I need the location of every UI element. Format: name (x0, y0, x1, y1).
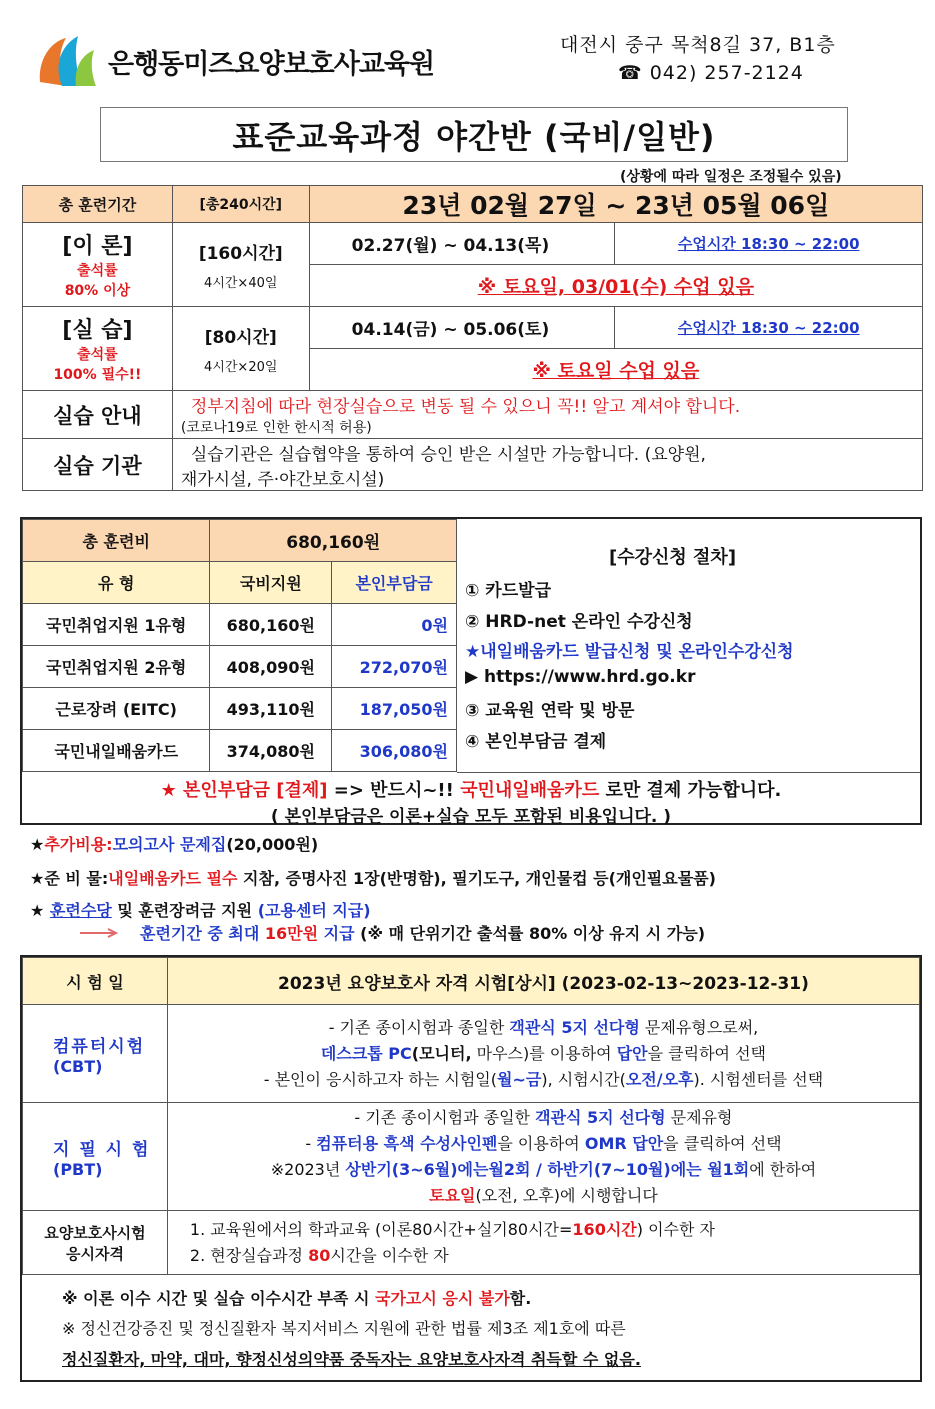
qualification-label-cell (23, 1211, 168, 1275)
fee-gov: 680,160원 (210, 604, 332, 646)
exam-date-value: 2023년 요양보호사 자격 시험[상시] (2023-02-13~2023-12-31) (167, 958, 919, 1005)
qualification-description (167, 1211, 919, 1275)
allowance-source: (고용센터 지급) (257, 901, 371, 920)
qualification-label-2: 응시자격 (65, 1244, 124, 1263)
allowance-term: 훈련수당 (49, 901, 112, 920)
fee-type: 근로장려 (EITC) (23, 688, 210, 730)
supplies-card: 내일배움카드 필수 (108, 869, 238, 888)
institution-text-2: 재가시설, 주·야간보호시설) (180, 469, 385, 490)
guide-text: 정부지침에 따라 현장실습으로 변동 될 수 있으니 꼭!! 알고 계셔야 합니다. (190, 397, 741, 417)
cbt-label: 컴퓨터시험 (53, 1036, 146, 1057)
theory-hours-cell (172, 223, 309, 307)
pbt-sub: (PBT) (53, 1159, 103, 1179)
allowance-detail-line (140, 921, 705, 944)
allowance-detail-c: 지급 (318, 924, 355, 943)
pbt-label-cell (23, 1103, 168, 1211)
practice-dates: 04.14(금) ~ 05.06(토) (309, 307, 615, 349)
theory-notice: ※ 토요일, 03/01(수) 수업 있음 (309, 265, 922, 307)
payment-line-2: ( 본인부담금은 이론+실습 모두 포함된 비용입니다. ) (270, 807, 672, 827)
pbt-line-2: - 컴퓨터용 흑색 수성사인펜을 이용하여 OMR 답안을 클릭하여 선택 (305, 1133, 782, 1153)
exam-date-label: 시 험 일 (23, 958, 168, 1005)
fees-total-label: 총 훈련비 (23, 520, 210, 562)
star-bullet: ★ (30, 901, 50, 920)
fees-table (22, 519, 457, 772)
procedure-panel (457, 519, 920, 773)
cbt-line-2: 데스크톱 PC(모니터, 마우스)를 이용하여 답안을 클릭하여 선택 (320, 1043, 766, 1063)
phone-number: ☎ 042) 257-2124 (618, 62, 804, 84)
qualification-label-1: 요양보호사시험 (44, 1223, 146, 1242)
institution-label: 실습 기관 (23, 439, 173, 491)
procedure-title: [수강신청 절차] (609, 547, 737, 568)
procedure-step-3: ③ 교육원 연락 및 방문 (465, 701, 635, 721)
theory-detail: 4시간×40일 (204, 275, 278, 291)
total-period-label: 총 훈련기간 (23, 186, 173, 223)
practice-label-cell (23, 307, 173, 391)
total-period: 23년 02월 27일 ~ 23년 05월 06일 (309, 186, 922, 223)
schedule-note: (상황에 따라 일정은 조정될수 있음) (620, 169, 842, 185)
payment-line-1-c: 국민내일배움카드 (460, 780, 600, 801)
cbt-sub: (CBT) (53, 1056, 103, 1076)
fee-self: 187,050원 (332, 688, 457, 730)
fees-col-self: 본인부담금 (332, 562, 457, 604)
allowance-line (30, 898, 371, 921)
fee-type: 국민취업지원 2유형 (23, 646, 210, 688)
procedure-step-4: ④ 본인부담금 결제 (465, 732, 607, 752)
org-name: 은행동미즈요양보호사교육원 (108, 49, 435, 80)
fee-self: 0원 (332, 604, 457, 646)
institution-cell (172, 439, 922, 491)
cbt-line-1: - 기존 종이시험과 종일한 객관식 5지 선다형 문제유형으로써, (328, 1017, 759, 1037)
fee-gov: 493,110원 (210, 688, 332, 730)
theory-label-cell (23, 223, 173, 307)
allowance-amount: 16만원 (264, 924, 319, 943)
extra-cost-item: 모의고사 문제집 (112, 835, 227, 854)
practice-hours-cell (172, 307, 309, 391)
practice-class-time: 수업시간 18:30 ~ 22:00 (615, 307, 923, 349)
supplies-list: 지참, 증명사진 1장(반명함), 필기도구, 개인물컵 등(개인필요물품) (237, 869, 716, 888)
address: 대전시 중구 목척8길 37, B1층 (560, 34, 836, 56)
org-logo-icon (36, 30, 98, 90)
star-bullet: ★ (30, 835, 45, 854)
institution-text-1: 실습기관은 실습협약을 통하여 승인 받은 시설만 가능합니다. (요양원, (190, 444, 706, 465)
practice-detail: 4시간×20일 (204, 359, 278, 375)
theory-class-time: 수업시간 18:30 ~ 22:00 (615, 223, 923, 265)
fees-total-value: 680,160원 (210, 520, 457, 562)
footnote-1: ※ 이론 이수 시간 및 실습 이수시간 부족 시 국가고시 응시 불가함. (62, 1289, 532, 1308)
cbt-label-cell (23, 1005, 168, 1103)
pbt-line-4: 토요일(오전, 오후)에 시행합니다 (429, 1185, 658, 1205)
payment-line-1-a: ★ 본인부담금 [결제] (160, 780, 328, 801)
theory-hours: [160시간] (198, 243, 283, 264)
practice-attendance-req: 100% 필수!! (53, 367, 142, 383)
extra-cost-line (30, 832, 318, 855)
fee-self: 306,080원 (332, 730, 457, 772)
practice-hours: [80시간] (204, 327, 277, 348)
theory-dates: 02.27(월) ~ 04.13(목) (309, 223, 615, 265)
theory-attendance-req: 80% 이상 (64, 283, 131, 299)
pbt-description (167, 1103, 919, 1211)
guide-cell (172, 391, 922, 439)
practice-notice: ※ 토요일 수업 있음 (309, 349, 922, 391)
theory-attendance: 출석률 (77, 263, 118, 279)
extra-cost-price: (20,000원) (226, 835, 319, 854)
cbt-line-3: - 본인이 응시하고자 하는 시험일(월~금), 시험시간(오전/오후). 시험센터를 선택 (263, 1069, 824, 1089)
supplies-label: ★준 비 물: (30, 869, 109, 888)
guide-sub: (코로나19로 인한 한시적 허용) (180, 420, 372, 436)
fee-type: 국민취업지원 1유형 (23, 604, 210, 646)
procedure-card-notice: ★내일배움카드 발급신청 및 온라인수강신청 (465, 642, 794, 662)
pbt-line-1: - 기존 종이시험과 종일한 객관식 5지 선다형 문제유형 (354, 1107, 733, 1127)
arrow-icon (78, 927, 122, 939)
practice-label: [실 습] (62, 318, 133, 343)
qualification-line-1: 1. 교육원에서의 학과교육 (이론80시간+실기80시간=160시간) 이수한 자 (189, 1219, 715, 1239)
fees-col-gov: 국비지원 (210, 562, 332, 604)
supplies-line (30, 866, 716, 889)
guide-label: 실습 안내 (23, 391, 173, 439)
page-title: 표준교육과정 야간반 (국비/일반) (100, 107, 848, 162)
procedure-step-1: ① 카드발급 (465, 581, 551, 601)
fees-col-type: 유 형 (23, 562, 210, 604)
procedure-step-2: ② HRD-net 온라인 수강신청 (465, 612, 693, 632)
payment-line-1 (22, 776, 920, 802)
payment-line-1-b: => 반드시~!! (327, 780, 461, 801)
cbt-description (167, 1005, 919, 1103)
hrd-link[interactable]: ▶ https://www.hrd.go.kr (465, 667, 696, 687)
allowance-detail-a: 훈련기간 중 최대 (140, 924, 265, 943)
qualification-line-2: 2. 현장실습과정 80시간을 이수한 자 (189, 1245, 449, 1265)
pbt-line-3: ※2023년 상반기(3~6월)에는월2회 / 하반기(7~10월)에는 월1회에 한하여 (270, 1159, 817, 1179)
pbt-label: 지 필 시 험 (53, 1139, 151, 1160)
practice-attendance: 출석률 (77, 347, 118, 363)
total-hours: [총240시간] (172, 186, 309, 223)
footnote-3: 정신질환자, 마약, 대마, 향정신성의약품 중독자는 요양보호사자격 취득할 수 없음. (62, 1350, 641, 1369)
allowance-text: 및 훈련장려금 지원 (111, 901, 258, 920)
payment-line-1-d: 로만 결제 가능합니다. (599, 780, 782, 801)
fee-self: 272,070원 (332, 646, 457, 688)
footnote-2: ※ 정신건강증진 및 정신질환자 복지서비스 지원에 관한 법률 제3조 제1호에 따른 (62, 1319, 626, 1338)
fee-gov: 408,090원 (210, 646, 332, 688)
exam-table (22, 957, 920, 1275)
fee-type: 국민내일배움카드 (23, 730, 210, 772)
theory-label: [이 론] (62, 234, 133, 259)
extra-cost-label: 추가비용: (44, 835, 113, 854)
schedule-table (22, 185, 923, 491)
fee-gov: 374,080원 (210, 730, 332, 772)
allowance-condition: (※ 매 단위기간 출석률 80% 이상 유지 시 가능) (354, 924, 706, 943)
